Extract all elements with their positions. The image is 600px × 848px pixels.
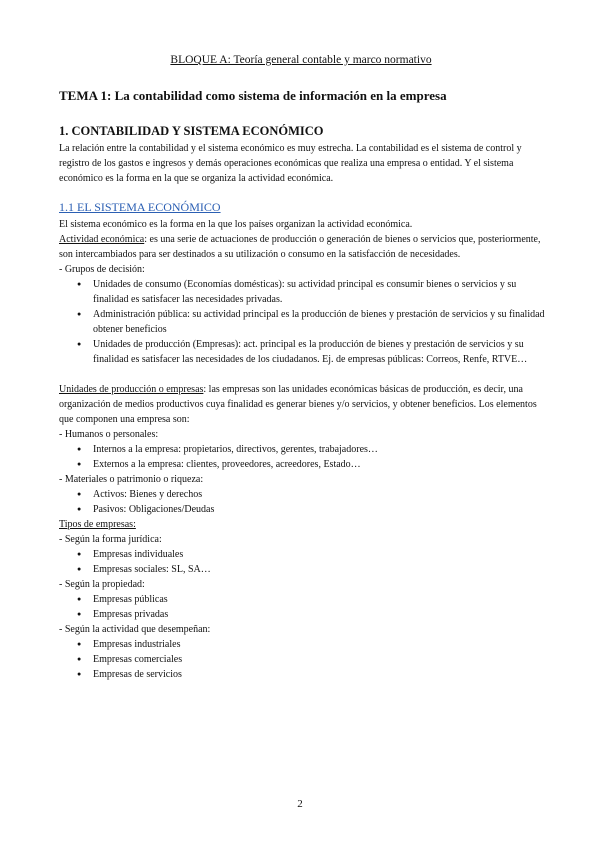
economic-activity-label: Actividad económica <box>59 234 145 245</box>
list-item: ● Empresas industriales <box>93 637 546 652</box>
list-item: ● Empresas individuales <box>93 547 546 562</box>
production-units-label: Unidades de producción o empresas <box>59 384 204 395</box>
human-elements-list <box>56 442 546 472</box>
list-item: ● Empresas de servicios <box>93 667 546 682</box>
list-item: ● Administración pública: su actividad principal es la producción de bienes y prestación de servicios y su finalidad obtener beneficios <box>93 307 546 337</box>
list-item: ● Internos a la empresa: propietarios, directivos, gerentes, trabajadores… <box>93 442 546 457</box>
human-elements-label: - Humanos o personales: <box>59 429 159 440</box>
section-1-heading: 1. CONTABILIDAD Y SISTEMA ECONÓMICO <box>59 124 324 138</box>
list-item: ● Empresas públicas <box>93 592 546 607</box>
page-number: 2 <box>297 798 303 810</box>
list-item: ● Empresas comerciales <box>93 652 546 667</box>
material-elements-label: - Materiales o patrimonio o riqueza: <box>59 474 204 485</box>
decision-groups-label: - Grupos de decisión: <box>59 264 145 275</box>
economic-system-definition: El sistema económico es la forma en la que los países organizan la actividad económica. <box>59 219 413 230</box>
legal-form-label: - Según la forma jurídica: <box>59 534 162 545</box>
section-1-paragraph: La relación entre la contabilidad y el sistema económico es muy estrecha. La contabilidad es el sistema de control y registro de los gastos e ingresos y demás operaciones económicas que realiza una empresa o entidad. Y el sistema económico es la forma en la que se organiza la actividad económica. <box>59 143 522 184</box>
section-1-1-heading: 1.1 EL SISTEMA ECONÓMICO <box>59 200 221 214</box>
ownership-list <box>56 592 546 622</box>
production-units-text: : las empresas son las unidades económicas básicas de producción, es decir, una organización de medios productivos cuya finalidad es generar bienes y/o servicios, y obtener beneficios. Los elementos que componen una empresa son: <box>59 384 537 425</box>
production-units-paragraph <box>59 382 546 427</box>
tema-title: TEMA 1: La contabilidad como sistema de información en la empresa <box>59 88 447 103</box>
list-item: ● Externos a la empresa: clientes, proveedores, acreedores, Estado… <box>93 457 546 472</box>
activity-label: - Según la actividad que desempeñan: <box>59 624 211 635</box>
economic-activity-paragraph <box>59 232 546 262</box>
list-item: ● Pasivos: Obligaciones/Deudas <box>93 502 546 517</box>
list-item: ● Activos: Bienes y derechos <box>93 487 546 502</box>
ownership-label: - Según la propiedad: <box>59 579 145 590</box>
economic-activity-text: : es una serie de actuaciones de producción o generación de bienes o servicios que, posteriormente, son intercambiados para ser destinados a su utilización o consumo en la satisfacción de necesidades. <box>59 234 541 260</box>
list-item: ● Empresas sociales: SL, SA… <box>93 562 546 577</box>
legal-form-list <box>56 547 546 577</box>
document-page <box>56 54 546 682</box>
material-elements-list <box>56 487 546 517</box>
list-item: ● Unidades de producción (Empresas): act. principal es la producción de bienes y prestación de servicios y su finalidad es satisfacer las necesidades de los ciudadanos. Ej. de empresas públicas: Correos, Renfe, RTVE… <box>93 337 546 367</box>
activity-list <box>56 637 546 682</box>
list-item: ● Empresas privadas <box>93 607 546 622</box>
company-types-label: Tipos de empresas: <box>59 519 136 530</box>
block-title: BLOQUE A: Teoría general contable y marco normativo <box>170 54 432 66</box>
list-item: ● Unidades de consumo (Economías domésticas): su actividad principal es consumir bienes o servicios y su finalidad es satisfacer las necesidades privadas. <box>93 277 546 307</box>
decision-groups-list <box>56 277 546 367</box>
